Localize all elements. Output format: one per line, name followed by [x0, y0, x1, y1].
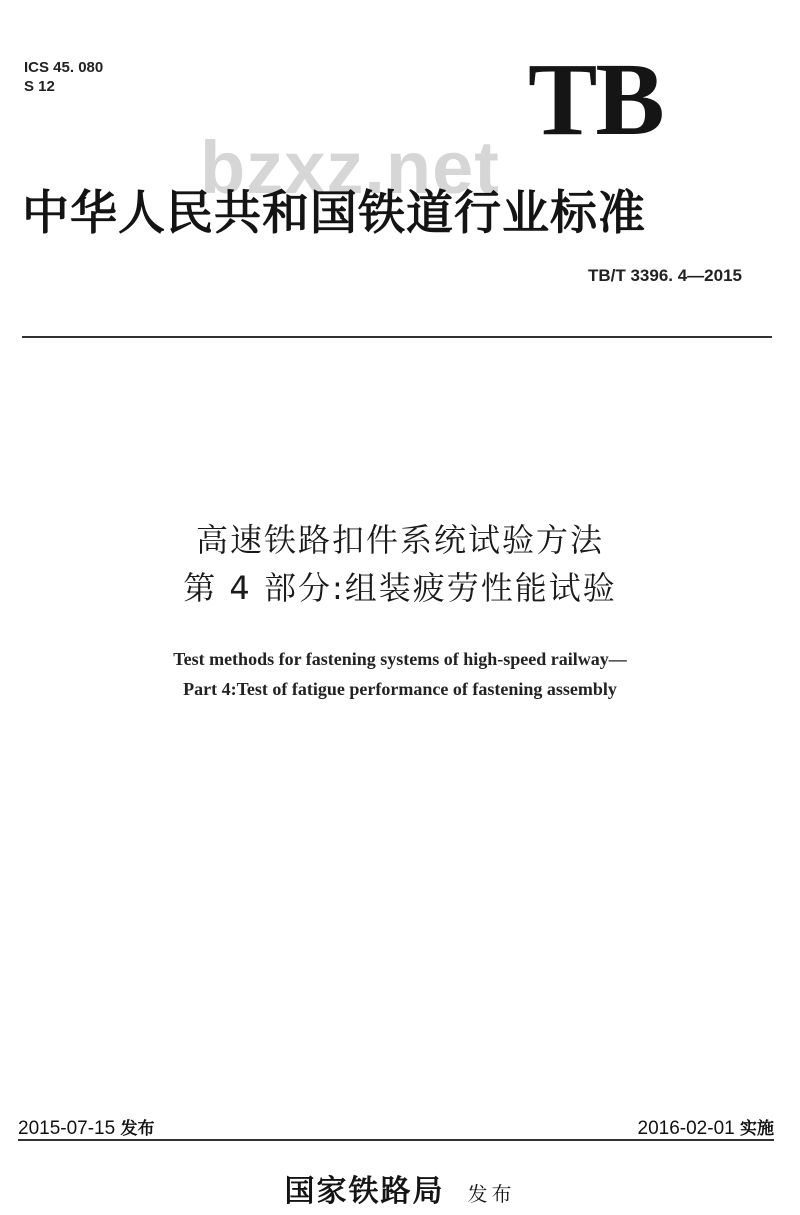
dates-row [18, 1114, 774, 1140]
issue-label: 发布 [120, 1119, 155, 1139]
classification-code: S 12 [24, 78, 55, 95]
watermark: bzxz.net [200, 126, 500, 209]
implement-date-group [638, 1114, 774, 1140]
publisher-block [0, 1166, 800, 1210]
chinese-title-line-2: 第 4 部分:组装疲劳性能试验 [183, 569, 617, 607]
publisher-action: 发布 [467, 1182, 516, 1206]
issue-date: 2015-07-15 [18, 1118, 116, 1139]
chinese-title-line-1: 高速铁路扣件系统试验方法 [195, 521, 604, 559]
footer-divider [18, 1139, 774, 1141]
issue-date-group [18, 1114, 154, 1140]
ics-code: ICS 45. 080 [24, 59, 104, 76]
publisher-name: 国家铁路局 [284, 1174, 445, 1209]
tb-logo: TB [528, 42, 663, 157]
english-title-line-1: Test methods for fastening systems of high-speed railway— [173, 649, 627, 669]
implement-label: 实施 [740, 1119, 774, 1139]
header-divider [22, 336, 772, 338]
organization-title: 中华人民共和国铁道行业标准 [22, 186, 646, 241]
english-title-line-2: Part 4:Test of fatigue performance of fastening assembly [183, 679, 617, 699]
standard-number: TB/T 3396. 4—2015 [587, 266, 742, 285]
implement-date: 2016-02-01 [637, 1118, 735, 1139]
ics-block [24, 58, 103, 96]
